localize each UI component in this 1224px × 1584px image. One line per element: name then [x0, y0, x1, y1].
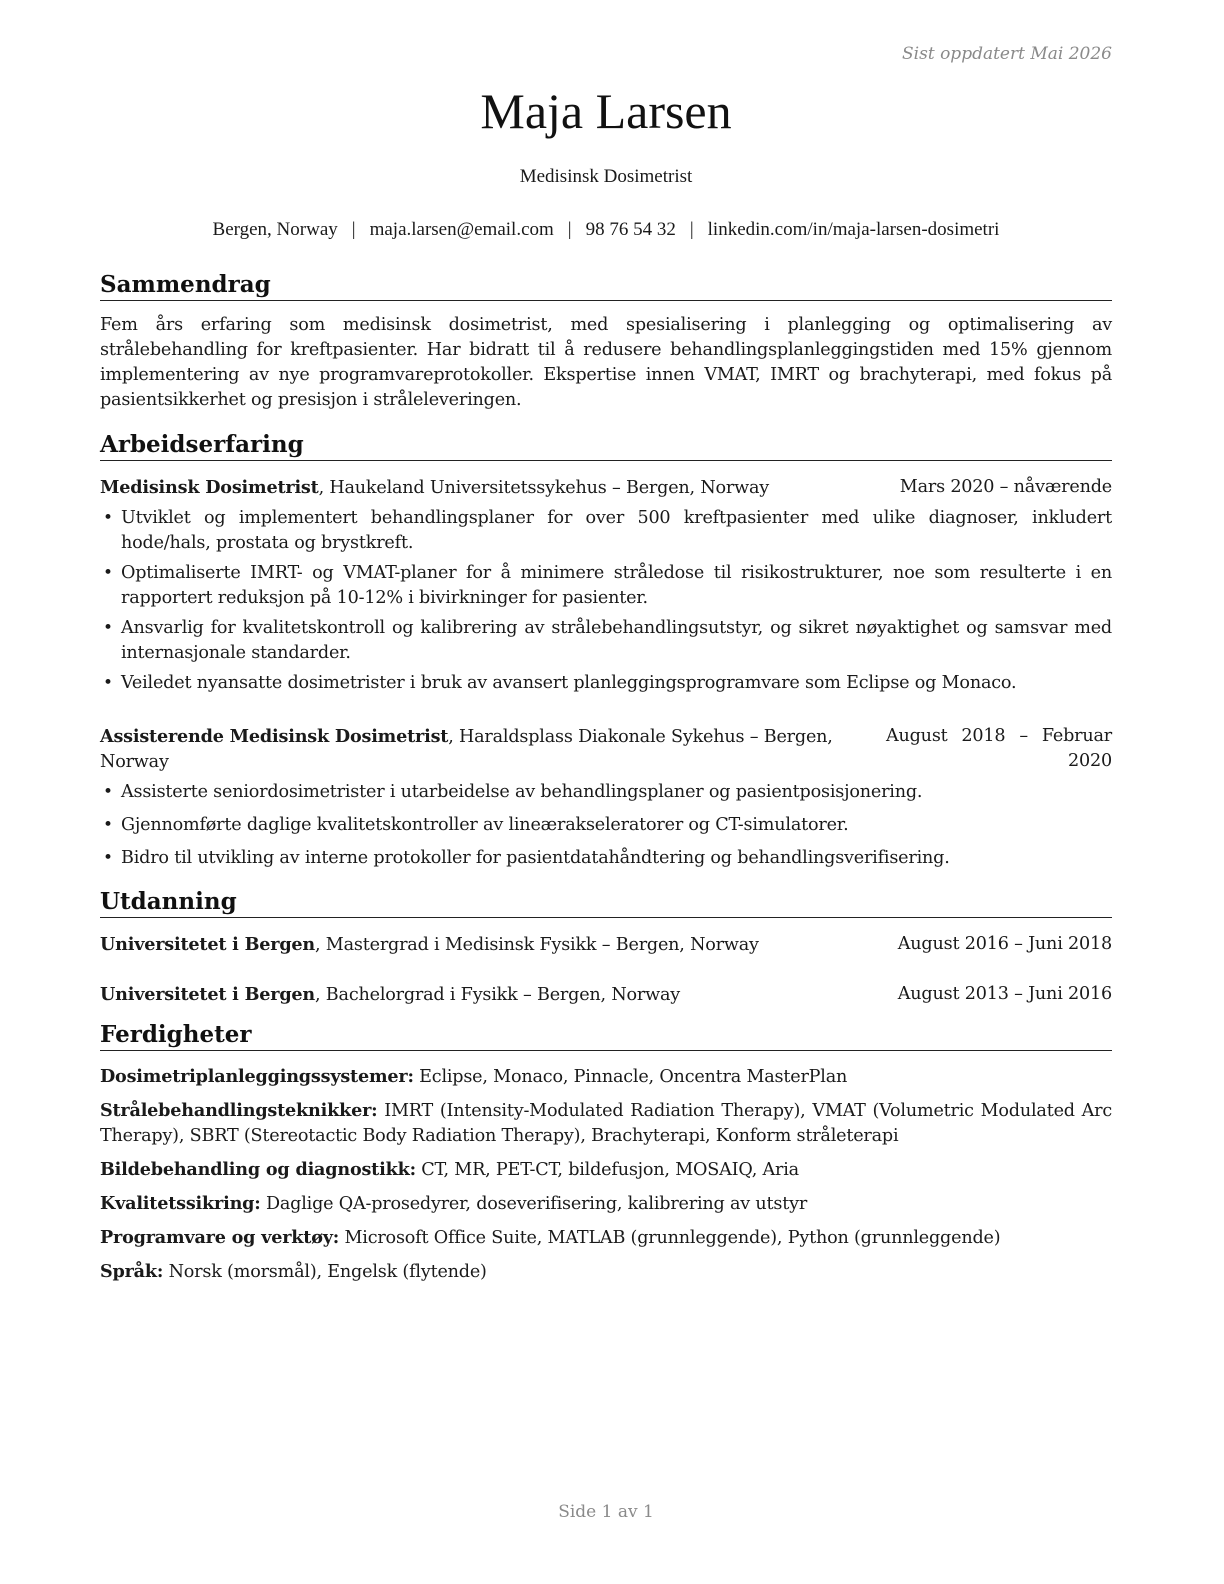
education-entry — [100, 982, 1112, 1008]
experience-section — [100, 430, 1112, 871]
skill-row — [100, 1225, 1112, 1251]
summary-text: Fem års erfaring som medisinsk dosimetrist, med spesialisering i planlegging og optimalisering av strålebehandling for kreftpasienter. Har bidratt til å redusere behandlingsplanleggingstiden med 15% gjennom implementering av nye programvareprotokoller. Ekspertise innen VMAT, IMRT og brachyterapi, med fokus på pasientsikkerhet og presisjon i stråleleveringen. — [100, 315, 1112, 410]
job-role: Medisinsk Dosimetrist — [100, 477, 319, 498]
job-employer: , Haukeland Universitetssykehus – Bergen, Norway — [318, 478, 770, 498]
page-number: Side 1 av 1 — [558, 1502, 654, 1522]
list-item: • Veiledet nyansatte dosimetrister i bruk av avansert planleggingsprogramvare som Eclipse og Monaco. — [100, 671, 1112, 696]
job-dates: August 2018 – Februar 2020 — [885, 726, 1112, 771]
skill-value: IMRT (Intensity-Modulated Radiation Therapy), VMAT (Volumetric Modulated Arc Therapy), SBRT (Stereotactic Body Radiation Therapy), Brachyterapi, Konform stråleterapi — [100, 1101, 1112, 1146]
education-dates: August 2013 – Juni 2016 — [897, 984, 1112, 1004]
resume-page — [100, 0, 1112, 1584]
education-degree: , Bachelorgrad i Fysikk – Bergen, Norway — [315, 985, 681, 1005]
education-dates: August 2016 – Juni 2018 — [897, 934, 1112, 954]
contact-linkedin[interactable]: linkedin.com/in/maja-larsen-dosimetri — [707, 219, 1000, 240]
section-heading: Sammendrag — [100, 270, 1112, 301]
contact-separator: | — [351, 219, 356, 240]
skills-section — [100, 1020, 1112, 1285]
skill-value: Eclipse, Monaco, Pinnacle, Oncentra MasterPlan — [413, 1067, 848, 1087]
list-item: • Utviklet og implementert behandlingsplaner for over 500 kreftpasienter med ulike diagnoser, inkludert hode/hals, prostata og brystkreft. — [100, 506, 1112, 556]
skill-row — [100, 1259, 1112, 1285]
list-item: • Assisterte seniordosimetrister i utarbeidelse av behandlingsplaner og pasientposisjonering. — [100, 780, 1112, 805]
section-heading: Ferdigheter — [100, 1020, 1112, 1051]
list-item: • Ansvarlig for kvalitetskontroll og kalibrering av strålebehandlingsutstyr, og sikret nøyaktighet og samsvar med internasjonale standarder. — [100, 616, 1112, 666]
skill-row — [100, 1098, 1112, 1149]
job-header — [100, 475, 1112, 501]
contact-email[interactable]: maja.larsen@email.com — [369, 219, 554, 240]
summary-section — [100, 270, 1112, 413]
skill-label: Programvare og verktøy: — [100, 1227, 340, 1248]
skill-row — [100, 1064, 1112, 1090]
list-item: • Bidro til utvikling av interne protokoller for pasientdatahåndtering og behandlingsverifisering. — [100, 846, 1112, 871]
education-section — [100, 887, 1112, 1008]
skill-value: Daglige QA-prosedyrer, doseverifisering, kalibrering av utstyr — [260, 1194, 808, 1214]
job-employer: , Haraldsplass Diakonale Sykehus – Bergen, Norway — [100, 727, 833, 772]
job-role: Assisterende Medisinsk Dosimetrist — [100, 726, 449, 747]
contact-location: Bergen, Norway — [212, 219, 338, 240]
skill-label: Kvalitetssikring: — [100, 1193, 261, 1214]
skill-label: Dosimetriplanleggingssystemer: — [100, 1066, 414, 1087]
section-heading: Arbeidserfaring — [100, 430, 1112, 461]
education-entry — [100, 932, 1112, 958]
education-degree: , Mastergrad i Medisinsk Fysikk – Bergen, Norway — [315, 935, 759, 955]
contact-separator: | — [689, 219, 694, 240]
skill-label: Strålebehandlingsteknikker: — [100, 1100, 378, 1121]
list-item: • Gjennomførte daglige kvalitetskontroller av lineærakseleratorer og CT-simulatorer. — [100, 813, 1112, 838]
contact-separator: | — [567, 219, 572, 240]
job-entry — [100, 724, 1112, 871]
education-school: Universitetet i Bergen — [100, 934, 316, 955]
contact-line — [100, 219, 1112, 241]
skill-label: Språk: — [100, 1261, 164, 1282]
skill-value: CT, MR, PET-CT, bildefusjon, MOSAIQ, Aria — [415, 1160, 799, 1180]
contact-phone: 98 76 54 32 — [585, 219, 676, 240]
job-dates: Mars 2020 – nåværende — [899, 477, 1112, 497]
job-bullets — [100, 780, 1112, 871]
skill-row — [100, 1157, 1112, 1183]
job-entry — [100, 475, 1112, 696]
last-updated: Sist oppdatert Mai 2026 — [902, 44, 1112, 64]
skill-value: Norsk (morsmål), Engelsk (flytende) — [163, 1262, 487, 1282]
skill-value: Microsoft Office Suite, MATLAB (grunnleggende), Python (grunnleggende) — [339, 1228, 1001, 1248]
candidate-title: Medisinsk Dosimetrist — [519, 166, 693, 187]
education-school: Universitetet i Bergen — [100, 984, 316, 1005]
section-heading: Utdanning — [100, 887, 1112, 918]
job-header — [100, 724, 1112, 775]
candidate-name: Maja Larsen — [480, 83, 732, 139]
skill-row — [100, 1191, 1112, 1217]
job-bullets — [100, 506, 1112, 696]
skill-label: Bildebehandling og diagnostikk: — [100, 1159, 416, 1180]
list-item: • Optimaliserte IMRT- og VMAT-planer for å minimere stråledose til risikostrukturer, noe som resulterte i en rapportert reduksjon på 10-12% i bivirkninger for pasienter. — [100, 561, 1112, 611]
